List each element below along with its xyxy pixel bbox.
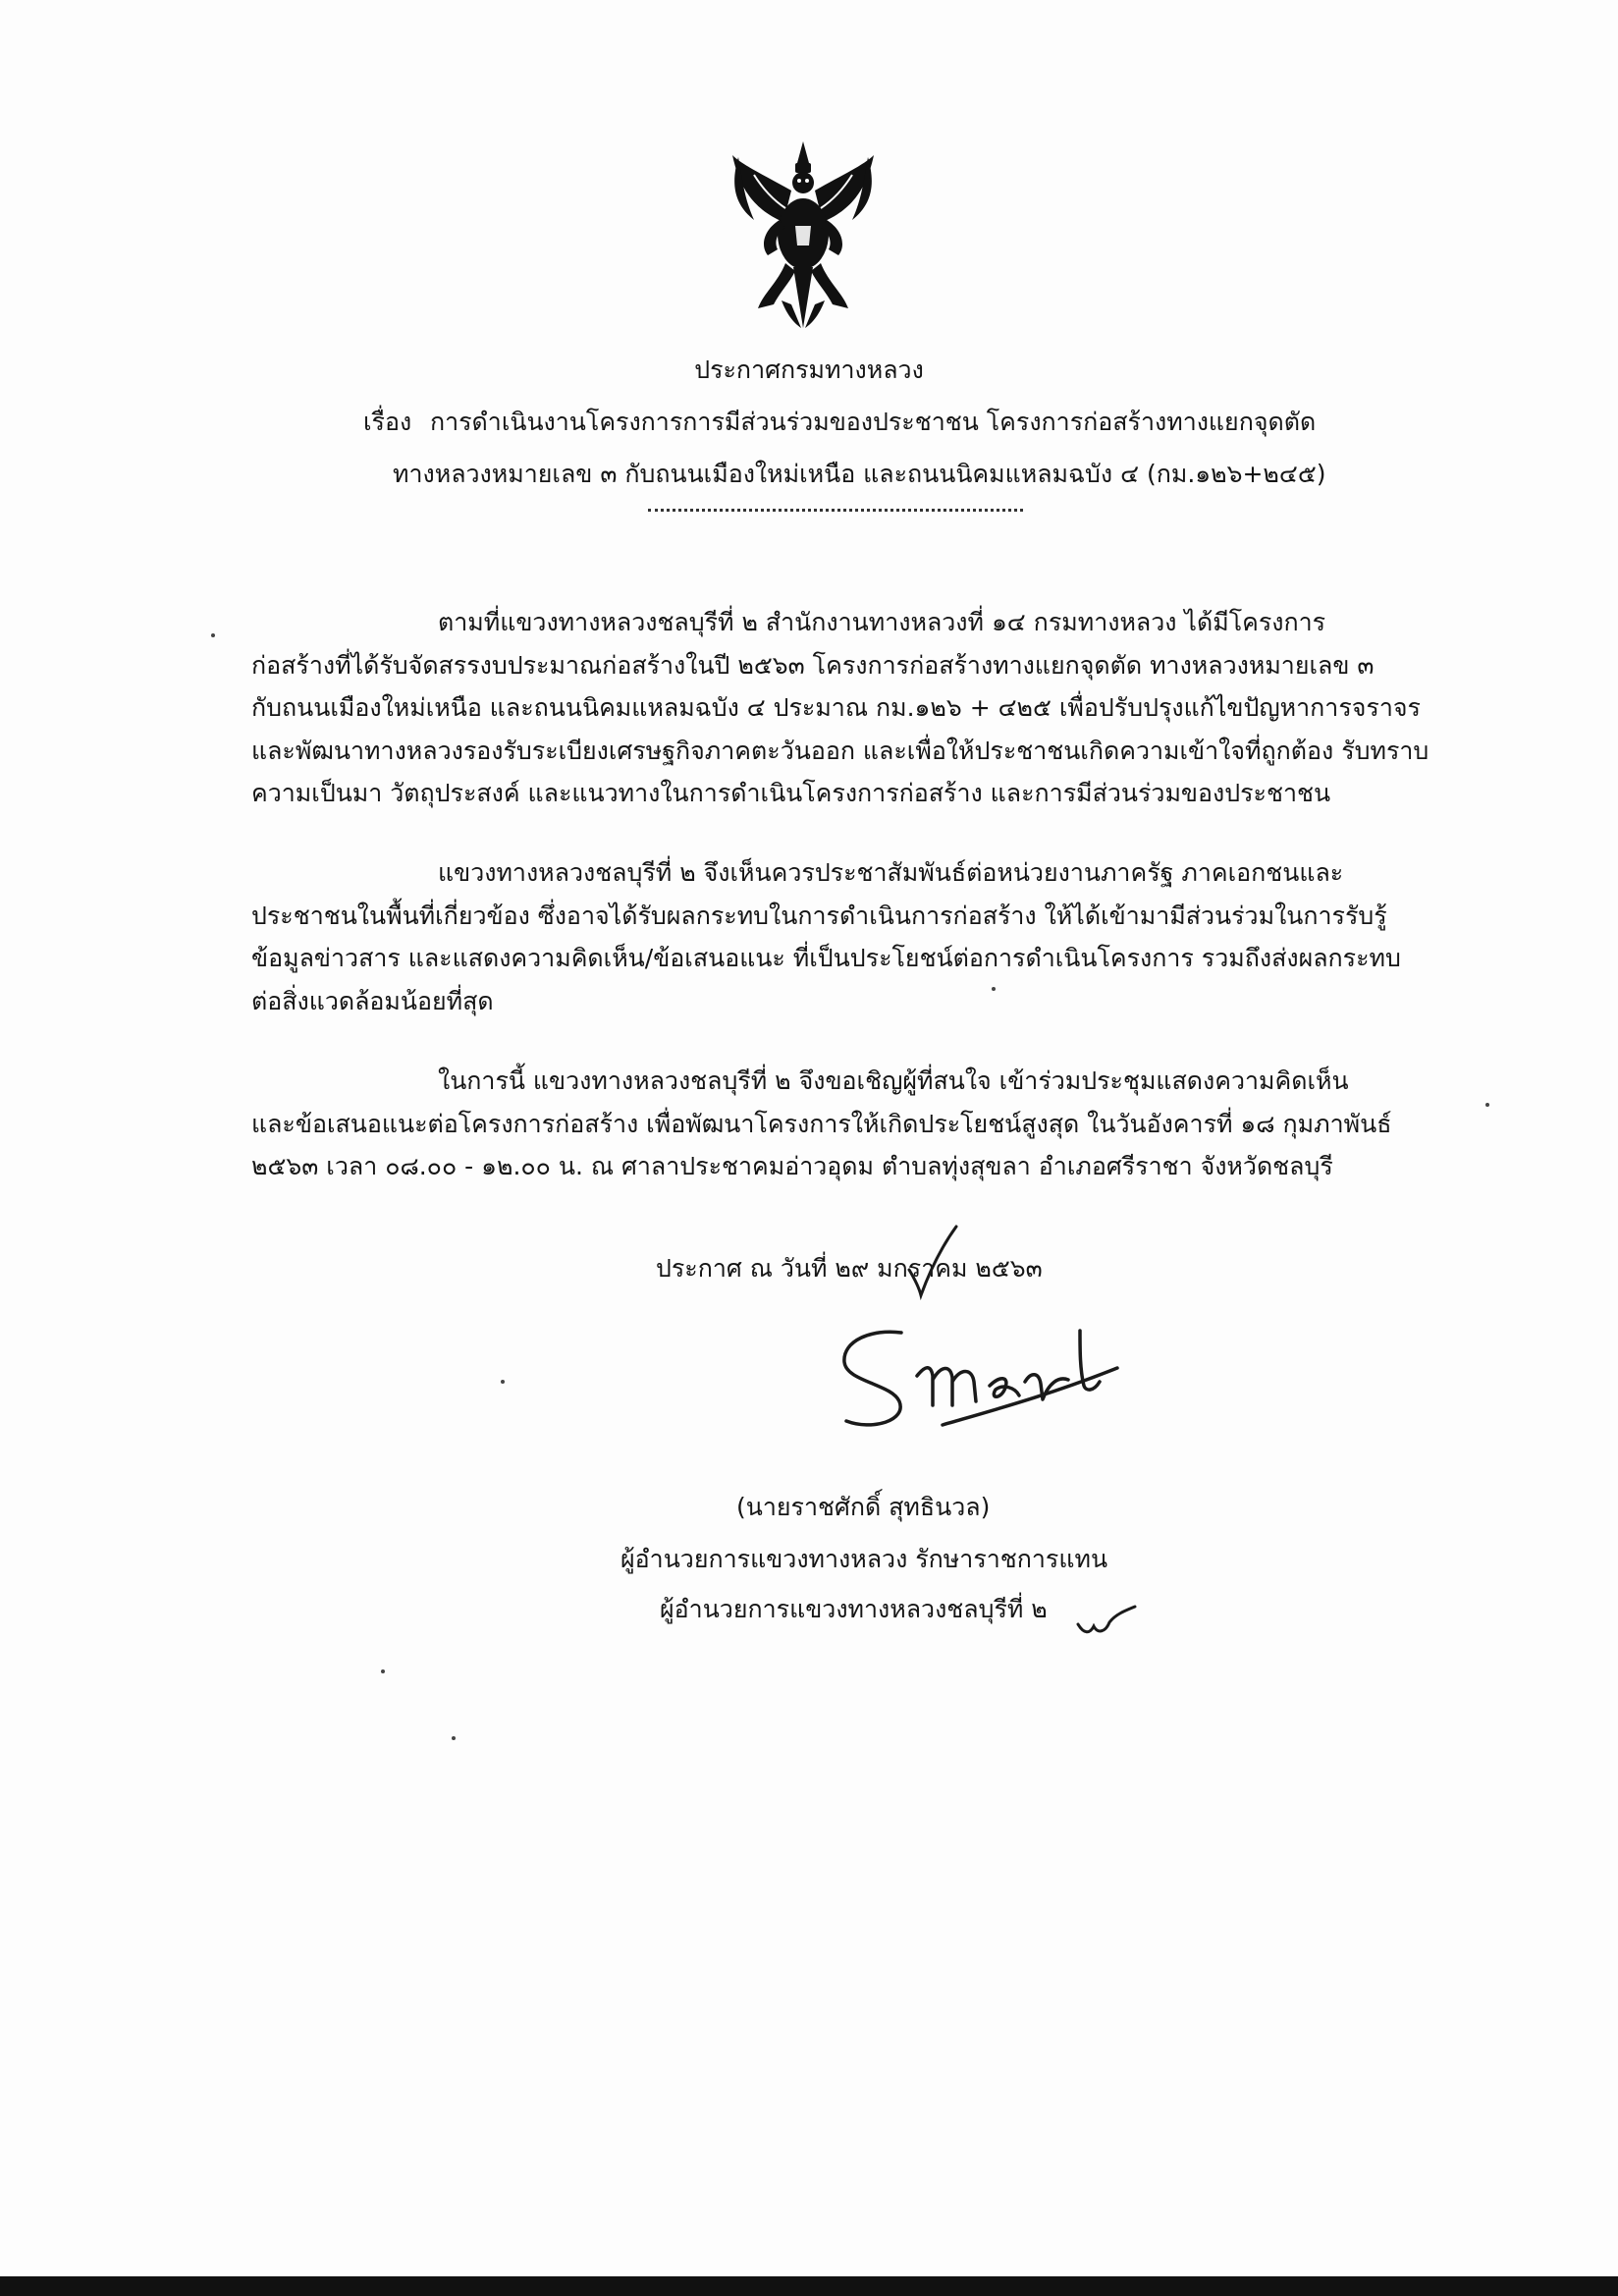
signatory-position-2: ผู้อำนวยการแขวงทางหลวงชลบุรีที่ ๒ [660, 1595, 1048, 1623]
scan-speck [211, 633, 215, 637]
subject-line-1 [363, 406, 1316, 439]
scan-speck [1485, 1103, 1489, 1107]
signature-icon [823, 1311, 1137, 1449]
page-title: ประกาศกรมทางหลวง [694, 355, 924, 384]
subject-label: เรื่อง [363, 408, 412, 436]
paragraph-3-line: และข้อเสนอแนะต่อโครงการก่อสร้าง เพื่อพัฒนาโครงการให้เกิดประโยชน์สูงสุด ในวันอังคารที่ ๑๘ กุมภาพันธ์ [251, 1109, 1392, 1138]
paragraph-2 [251, 851, 1401, 1022]
scan-speck [992, 987, 996, 991]
announcement-date: ประกาศ ณ วันที่ ๒๙ มกราคม ๒๕๖๓ [656, 1254, 1043, 1283]
paragraph-1-line: ความเป็นมา วัตถุประสงค์ และแนวทางในการดำเนินโครงการก่อสร้าง และการมีส่วนร่วมของประชาชน [251, 779, 1331, 807]
scan-speck [501, 1380, 505, 1384]
dotted-divider [648, 509, 1023, 512]
scan-speck [381, 1669, 385, 1673]
scan-bottom-edge [0, 2276, 1618, 2296]
paragraph-1 [251, 601, 1429, 815]
handwritten-tick-icon [901, 1223, 960, 1301]
paragraph-2-line: ประชาชนในพื้นที่เกี่ยวข้อง ซึ่งอาจได้รับผลกระทบในการดำเนินการก่อสร้าง ให้ได้เข้ามามีส่วนร่วมในการรับรู้ [251, 901, 1387, 930]
paragraph-3-line: ๒๕๖๓ เวลา ๐๘.๐๐ - ๑๒.๐๐ น. ณ ศาลาประชาคมอ่าวอุดม ตำบลทุ่งสุขลา อำเภอศรีราชา จังหวัดชลบุรี [251, 1152, 1333, 1180]
paragraph-2-line: ข้อมูลข่าวสาร และแสดงความคิดเห็น/ข้อเสนอแนะ ที่เป็นประโยชน์ต่อการดำเนินโครงการ รวมถึงส่งผลกระทบ [251, 944, 1401, 972]
paragraph-1-line: ตามที่แขวงทางหลวงชลบุรีที่ ๒ สำนักงานทางหลวงที่ ๑๔ กรมทางหลวง ได้มีโครงการ [438, 608, 1326, 636]
garuda-emblem-icon [725, 136, 882, 332]
paragraph-1-line: กับถนนเมืองใหม่เหนือ และถนนนิคมแหลมฉบัง ๔ ประมาณ กม.๑๒๖ + ๔๒๕ เพื่อปรับปรุงแก้ไขปัญหาการจราจร [251, 693, 1421, 722]
signatory-name: (นายราชศักดิ์ สุทธินวล) [736, 1493, 991, 1521]
paragraph-2-line: แขวงทางหลวงชลบุรีที่ ๒ จึงเห็นควรประชาสัมพันธ์ต่อหน่วยงานภาครัฐ ภาคเอกชนและ [438, 858, 1344, 887]
paragraph-3-line: ในการนี้ แขวงทางหลวงชลบุรีที่ ๒ จึงขอเชิญผู้ที่สนใจ เข้าร่วมประชุมแสดงความคิดเห็น [438, 1066, 1349, 1095]
paragraph-2-line: ต่อสิ่งแวดล้อมน้อยที่สุด [251, 986, 494, 1015]
paragraph-1-line: ก่อสร้างที่ได้รับจัดสรรงบประมาณก่อสร้างในปี ๒๕๖๓ โครงการก่อสร้างทางแยกจุดตัด ทางหลวงหมายเลข ๓ [251, 650, 1375, 680]
subject-line-2: ทางหลวงหมายเลข ๓ กับถนนเมืองใหม่เหนือ และถนนนิคมแหลมฉบัง ๔ (กม.๑๒๖+๒๔๕) [393, 460, 1326, 488]
signatory-position-1: ผู้อำนวยการแขวงทางหลวง รักษาราชการแทน [620, 1545, 1108, 1573]
scan-speck [452, 1736, 456, 1740]
paragraph-1-line: และพัฒนาทางหลวงรองรับระเบียงเศรษฐกิจภาคตะวันออก และเพื่อให้ประชาชนเกิดความเข้าใจที่ถูกต้อง รับทราบ [251, 736, 1429, 765]
subject-text-1: การดำเนินงานโครงการการมีส่วนร่วมของประชาชน โครงการก่อสร้างทางแยกจุดตัด [429, 408, 1317, 436]
initials-mark-icon [1072, 1601, 1141, 1640]
paragraph-3 [251, 1060, 1392, 1188]
